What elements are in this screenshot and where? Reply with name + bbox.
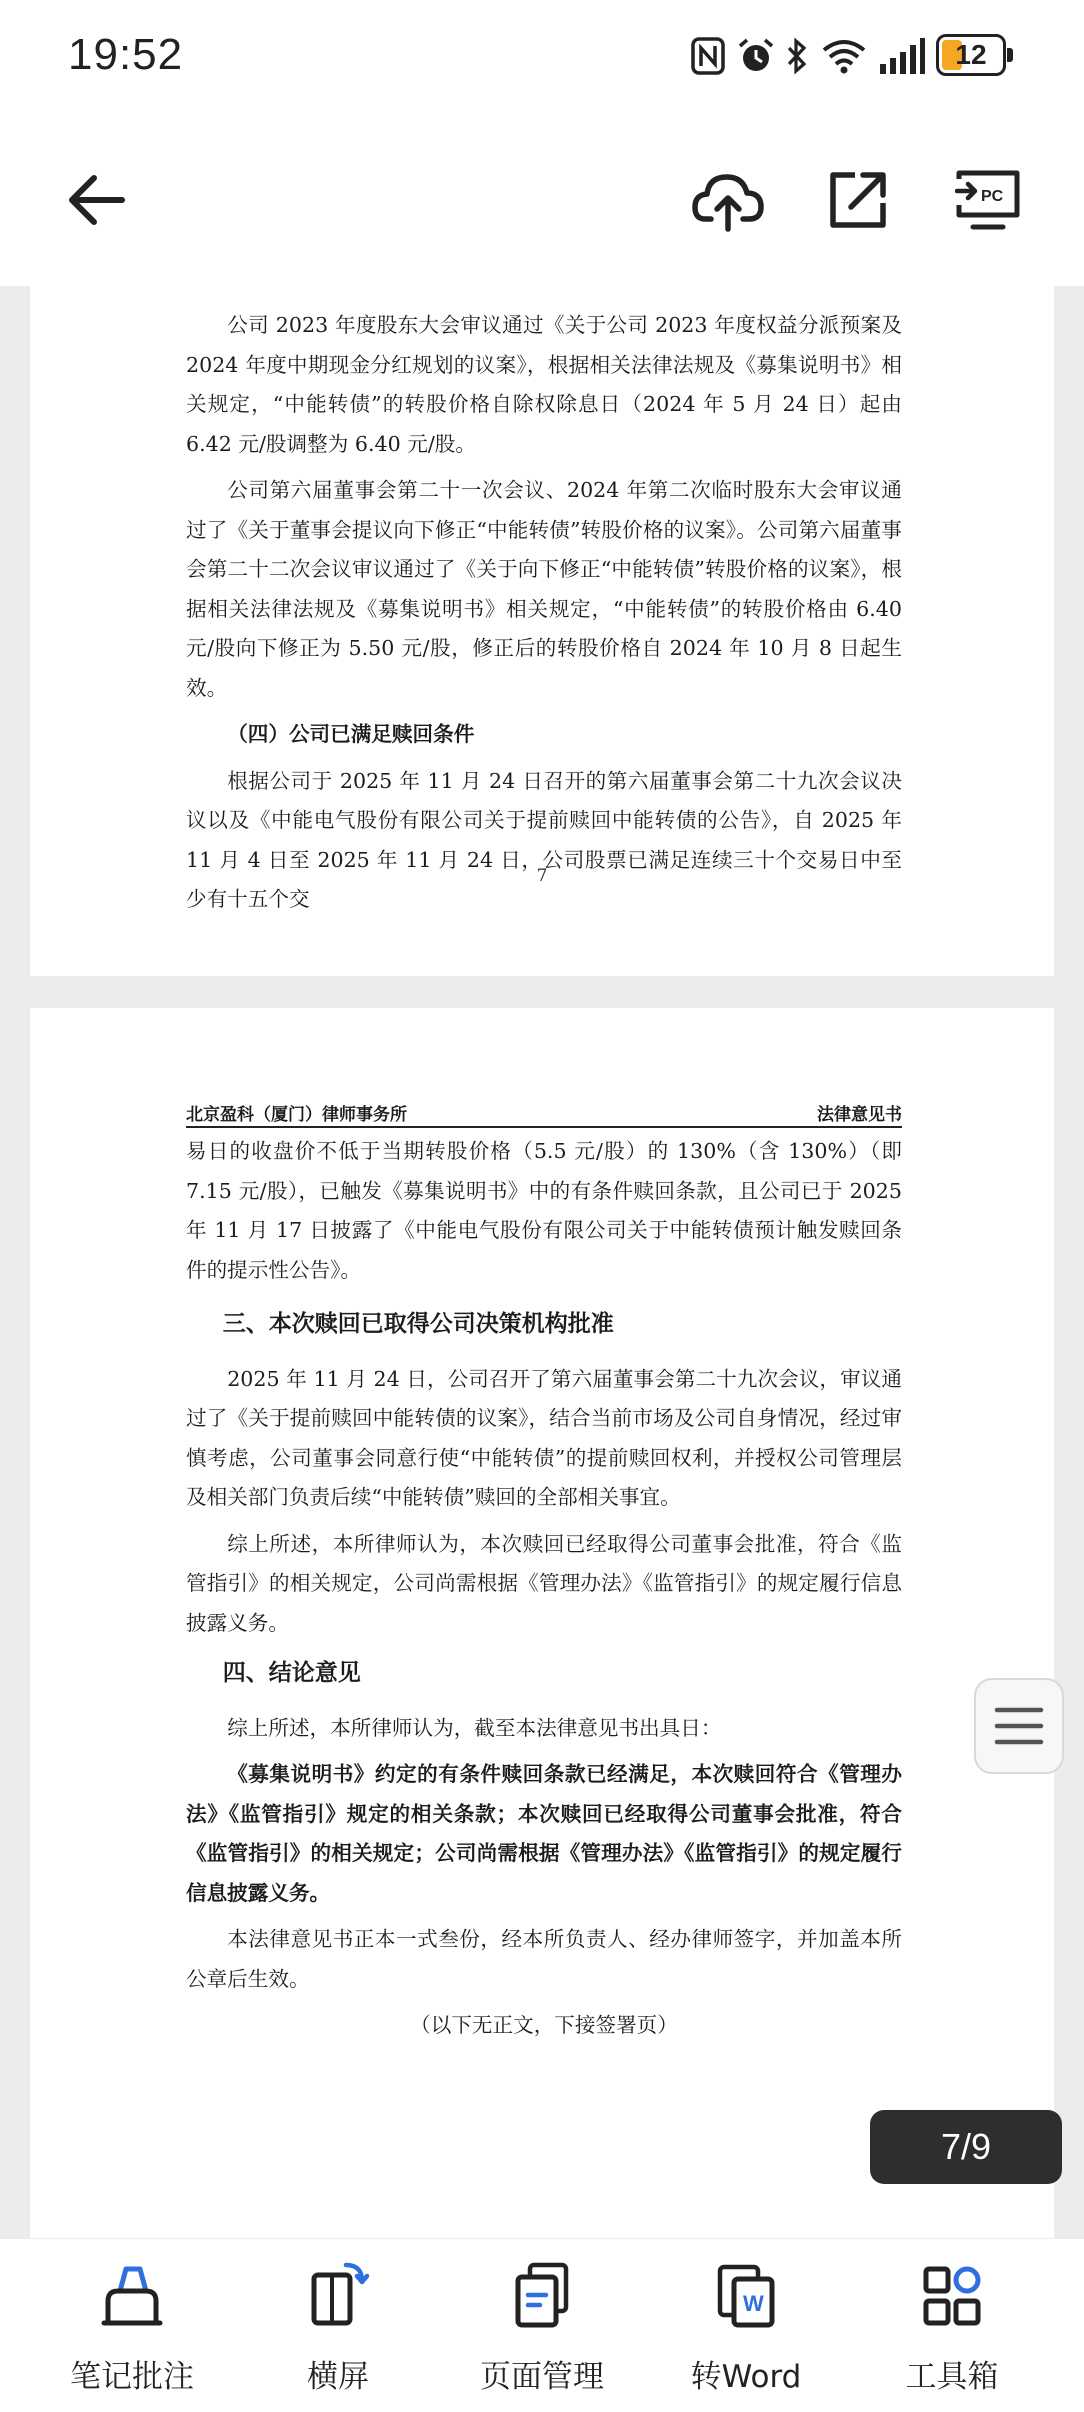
cast-to-pc-icon — [955, 169, 1021, 231]
nfc-icon — [690, 36, 726, 76]
header-firm-name: 北京盈科（厦门）律师事务所 — [186, 1105, 407, 1125]
paragraph: 综上所述，本所律师认为，本次赎回已经取得公司董事会批准，符合《监管指引》的相关规定，公司尚需根据《管理办法》《监管指引》的规定履行信息披露义务。 — [186, 1531, 902, 1635]
section-heading: 四、结论意见 — [222, 1659, 361, 1686]
document-page-7 — [30, 286, 1054, 976]
back-button[interactable] — [56, 160, 136, 240]
header-doc-type: 法律意见书 — [817, 1105, 902, 1125]
conclusion-paragraph: 《募集说明书》约定的有条件赎回条款已经满足，本次赎回符合《管理办法》《监管指引》规定的相关条款；本次赎回已经取得公司董事会批准，符合《监管指引》的相关规定；公司尚需根据《管理办法》《监管指引》的规定履行信息披露义务。 — [186, 1762, 902, 1905]
alarm-icon — [736, 36, 776, 76]
annotate-icon — [100, 2261, 164, 2329]
page-indicator: 7/9 — [870, 2110, 1062, 2184]
page-body — [186, 306, 902, 927]
bluetooth-icon — [784, 36, 810, 76]
svg-text:PC: PC — [981, 188, 1004, 205]
document-page-8 — [30, 1008, 1054, 2238]
clock: 19:52 — [68, 30, 184, 79]
nav-label: 转Word — [690, 2359, 802, 2395]
nav-toolbox[interactable] — [852, 2261, 1052, 2401]
battery-level: 12 — [955, 39, 987, 70]
status-bar — [0, 0, 1084, 120]
cast-to-pc-button[interactable] — [948, 160, 1028, 240]
top-toolbar — [0, 120, 1084, 286]
battery-icon — [936, 34, 1006, 76]
wifi-icon — [820, 36, 868, 76]
nav-page-manage[interactable] — [442, 2261, 642, 2401]
page-number: 7 — [536, 866, 548, 886]
share-icon — [827, 169, 889, 231]
nav-label: 页面管理 — [480, 2359, 604, 2395]
nav-label: 笔记批注 — [70, 2359, 194, 2395]
cloud-upload-icon — [691, 167, 765, 233]
nav-landscape[interactable] — [238, 2261, 438, 2401]
page-manage-icon — [510, 2261, 574, 2329]
paragraph: 公司 2023 年度股东大会审议通过《关于公司 2023 年度权益分派预案及 2024 年度中期现金分红规划的议案》，根据相关法律法规及《募集说明书》相关规定，“中能转债”的转股价格自除权除息日（2024 年 5 月 24 日）起由 6.42 元/股调整为 6.40 元/股。 — [186, 313, 902, 456]
nav-to-word[interactable] — [646, 2261, 846, 2401]
paragraph: 2025 年 11 月 24 日，公司召开了第六届董事会第二十九次会议，审议通过了《关于提前赎回中能转债的议案》，结合当前市场及公司自身情况，经过审慎考虑，公司董事会同意行使“中能转债”的提前赎回权利，并授权公司管理层及相关部门负责后续“中能转债”赎回的全部相关事宜。 — [186, 1366, 902, 1509]
rotate-screen-icon — [306, 2261, 370, 2329]
running-header — [186, 1092, 902, 1128]
nav-annotate[interactable] — [32, 2261, 232, 2401]
paragraph: 综上所述，本所律师认为，截至本法律意见书出具日： — [227, 1715, 722, 1740]
cloud-upload-button[interactable] — [688, 160, 768, 240]
back-arrow-icon — [64, 172, 128, 228]
signal-icon — [878, 36, 926, 76]
paragraph: 易日的收盘价不低于当期转股价格（5.5 元/股）的 130%（含 130%）（即 7.15 元/股），已触发《募集说明书》中的有条件赎回条款，且公司已于 2025 年 11 月 17 日披露了《中能电气股份有限公司关于中能转债预计触发赎回条件的提示性公告》。 — [186, 1139, 902, 1282]
page-body — [186, 1132, 902, 2053]
nav-label: 工具箱 — [905, 2359, 999, 2395]
paragraph: 本法律意见书正本一式叁份，经本所负责人、经办律师签字，并加盖本所公章后生效。 — [186, 1927, 902, 1991]
ending-note: （以下无正文，下接签署页） — [410, 2013, 678, 2037]
share-button[interactable] — [818, 160, 898, 240]
paragraph: 公司第六届董事会第二十一次会议、2024 年第二次临时股东大会审议通过了《关于董事会提议向下修正“中能转债”转股价格的议案》。公司第六届董事会第二十二次会议审议通过了《关于向下修正“中能转债”转股价格的议案》，根据相关法律法规及《募集说明书》相关规定，“中能转债”的转股价格由 6.40 元/股向下修正为 5.50 元/股，修正后的转股价格自 2024 年 10 月 8 日起生效。 — [186, 478, 902, 700]
paragraph: 根据公司于 2025 年 11 月 24 日召开的第六届董事会第二十九次会议决议以及《中能电气股份有限公司关于提前赎回中能转债的公告》，自 2025 年 11 月 4 日至 2025 年 11 月 24 日，公司股票已满足连续三十个交易日中至少有十五个交 — [186, 768, 902, 911]
section-heading: 三、本次赎回已取得公司决策机构批准 — [222, 1310, 614, 1337]
floating-menu-button[interactable] — [974, 1678, 1064, 1774]
nav-label: 横屏 — [307, 2359, 369, 2395]
toolbox-icon — [920, 2261, 984, 2329]
svg-text:W: W — [743, 2291, 764, 2316]
hamburger-menu-icon — [994, 1704, 1044, 1748]
section-heading: （四）公司已满足赎回条件 — [227, 722, 475, 746]
word-convert-icon — [714, 2261, 778, 2329]
bottom-navigation — [0, 2238, 1084, 2412]
